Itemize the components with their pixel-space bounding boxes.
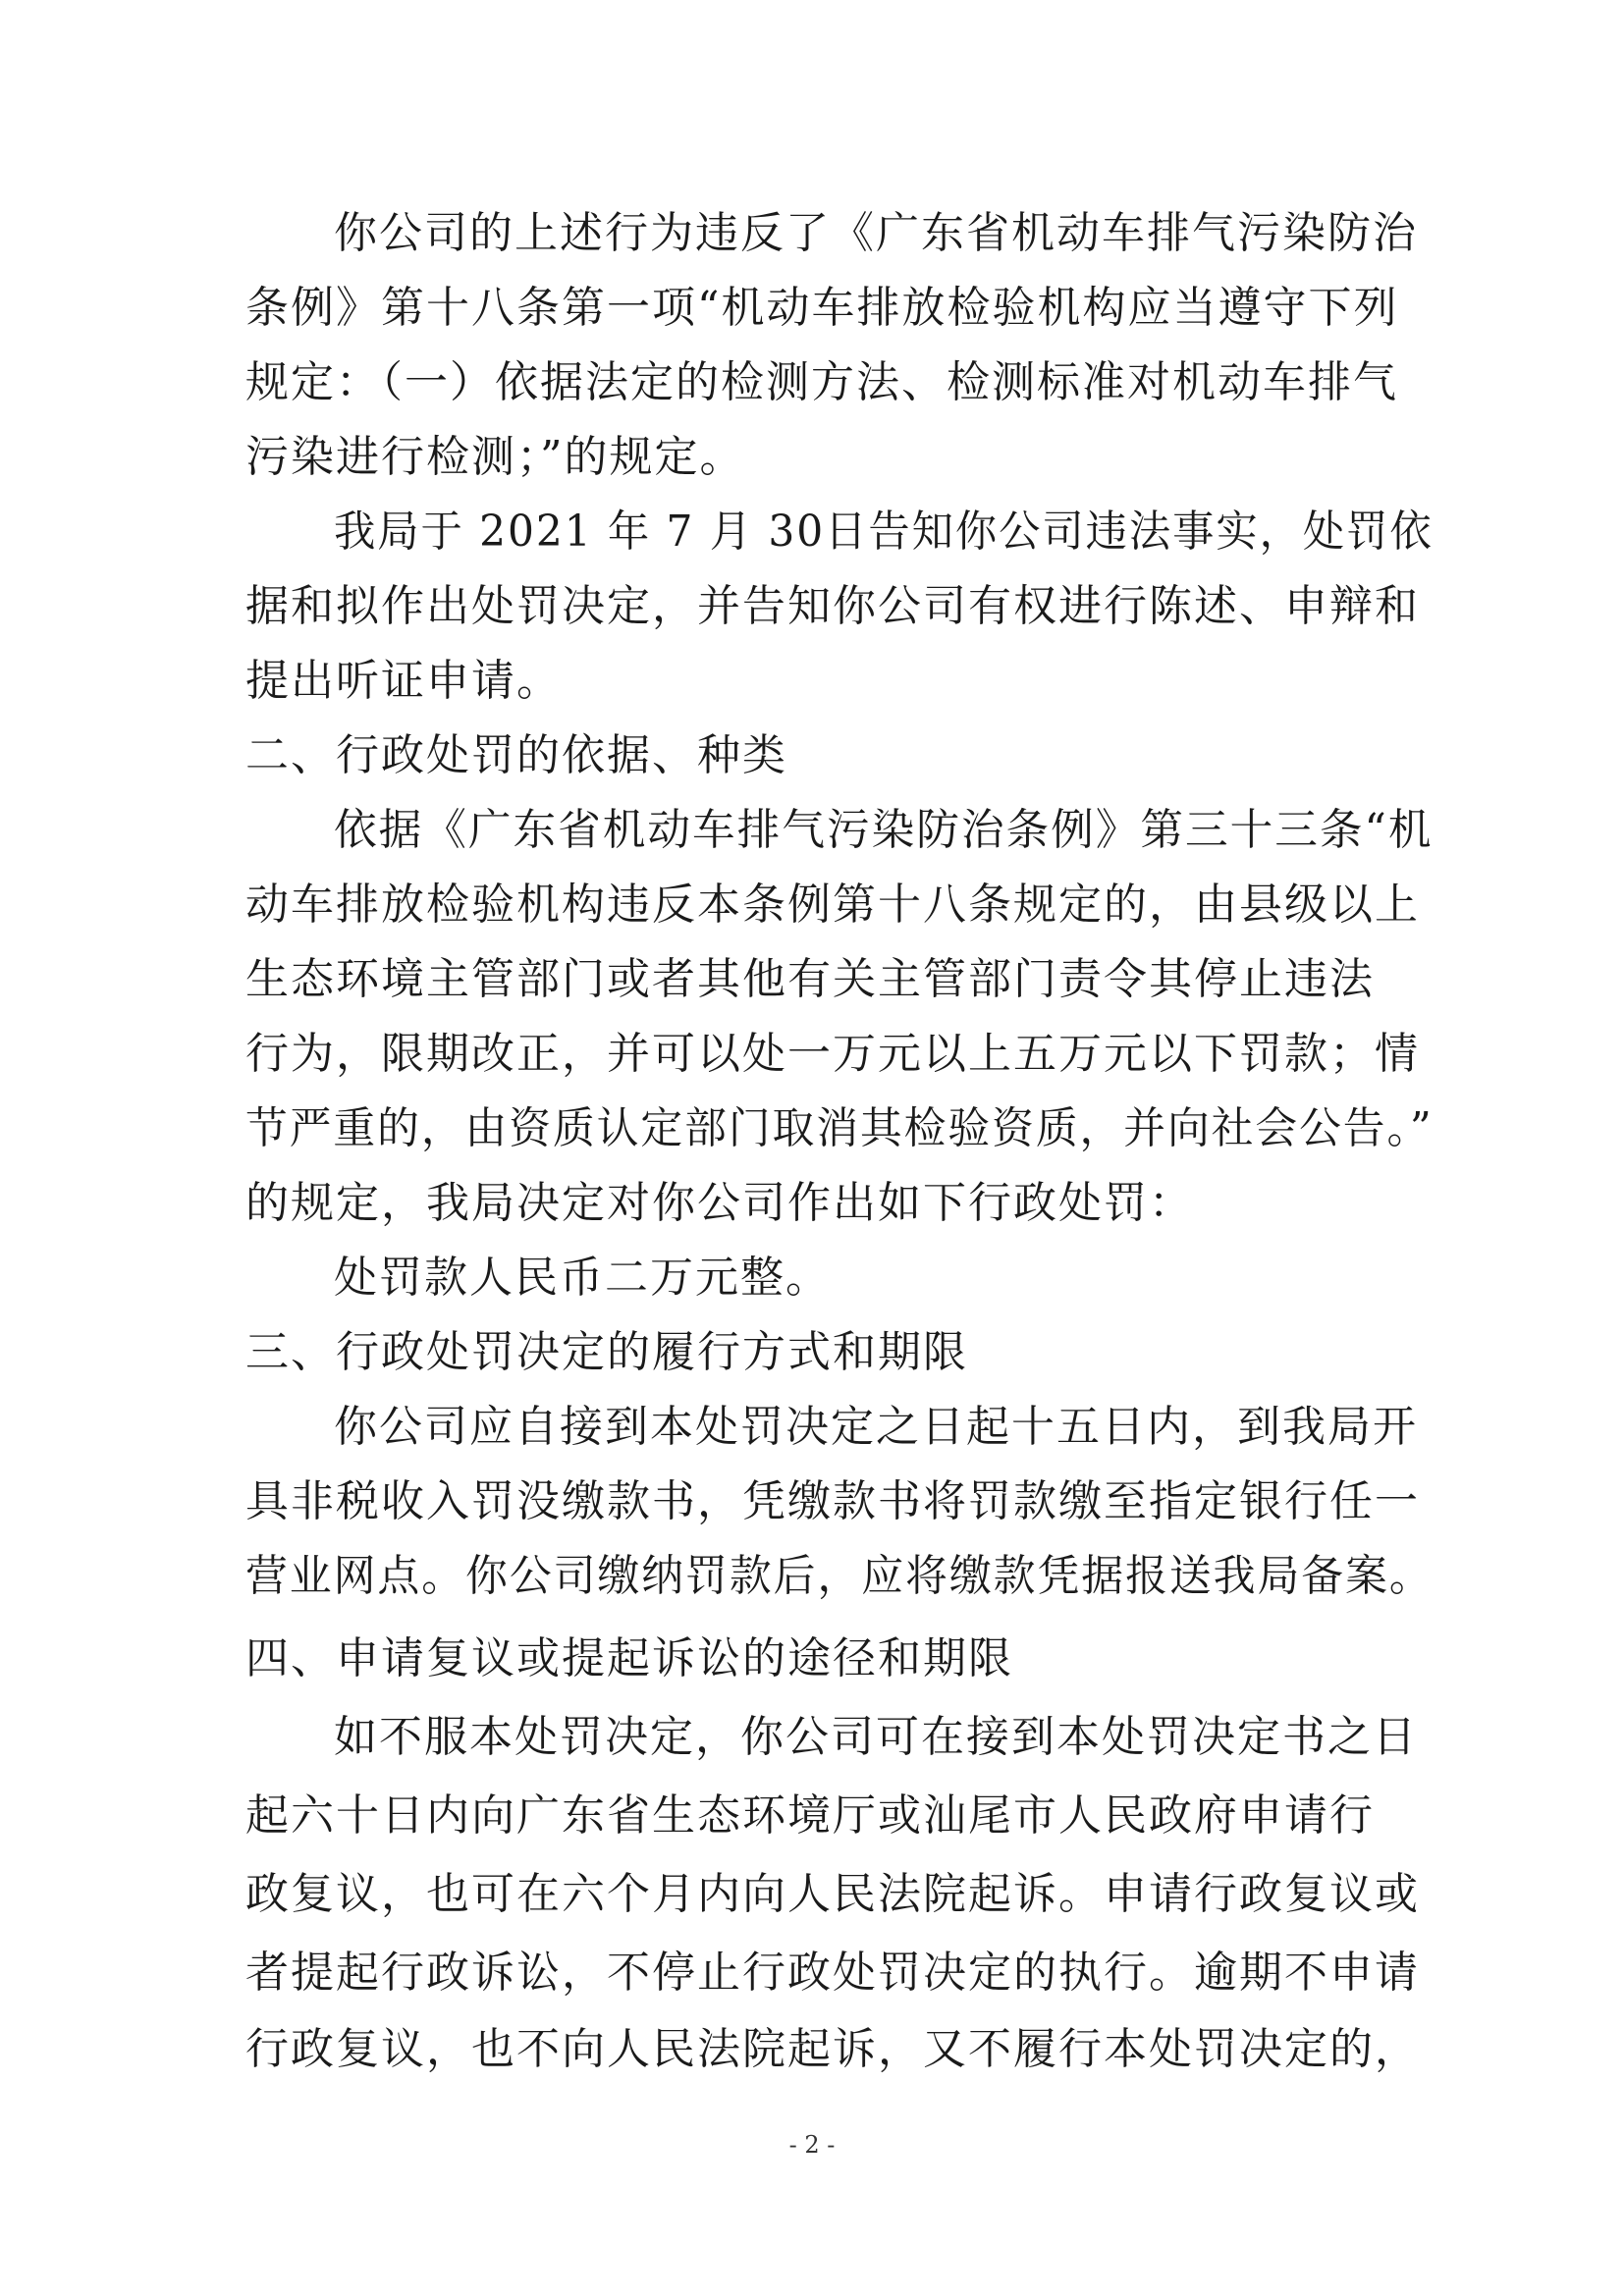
section-heading: 二、行政处罚的依据、种类 bbox=[245, 730, 787, 780]
paragraph-line: 依据《广东省机动车排气污染防治条例》第三十三条“机 bbox=[334, 805, 1434, 855]
paragraph-line: 者提起行政诉讼，不停止行政处罚决定的执行。逾期不申请 bbox=[245, 1948, 1420, 1998]
page-number: - 2 - bbox=[788, 2131, 836, 2159]
paragraph-line: 生态环境主管部门或者其他有关主管部门责令其停止违法 bbox=[245, 954, 1375, 1004]
paragraph-line: 规定：（一）依据法定的检测方法、检测标准对机动车排气 bbox=[245, 357, 1398, 407]
paragraph-line: 污染进行检测；”的规定。 bbox=[245, 432, 745, 482]
paragraph-line: 行政复议，也不向人民法院起诉，又不履行本处罚决定的， bbox=[245, 2024, 1420, 2074]
paragraph-line: 我局于 2021 年 7 月 30日告知你公司违法事实，处罚依 bbox=[334, 507, 1434, 557]
paragraph-line: 提出听证申请。 bbox=[245, 656, 562, 706]
paragraph-line: 你公司的上述行为违反了《广东省机动车排气污染防治 bbox=[334, 208, 1418, 258]
paragraph-line: 动车排放检验机构违反本条例第十八条规定的，由县级以上 bbox=[245, 880, 1420, 930]
paragraph-line: 你公司应自接到本处罚决定之日起十五日内，到我局开 bbox=[334, 1402, 1418, 1452]
paragraph-line: 政复议，也可在六个月内向人民法院起诉。申请行政复议或 bbox=[245, 1869, 1420, 1919]
paragraph-line: 节严重的，由资质认定部门取消其检验资质，并向社会公告。” bbox=[245, 1103, 1434, 1153]
section-heading: 三、行政处罚决定的履行方式和期限 bbox=[245, 1327, 968, 1377]
paragraph-line: 营业网点。你公司缴纳罚款后，应将缴款凭据报送我局备案。 bbox=[245, 1551, 1434, 1601]
paragraph-line: 条例》第十八条第一项“机动车排放检验机构应当遵守下列 bbox=[245, 283, 1399, 333]
section-heading: 四、申请复议或提起诉讼的途径和期限 bbox=[245, 1633, 1013, 1683]
paragraph-line: 具非税收入罚没缴款书，凭缴款书将罚款缴至指定银行任一 bbox=[245, 1476, 1420, 1526]
paragraph-line: 据和拟作出处罚决定，并告知你公司有权进行陈述、申辩和 bbox=[245, 581, 1420, 631]
paragraph-line: 起六十日内向广东省生态环境厅或汕尾市人民政府申请行 bbox=[245, 1790, 1375, 1841]
paragraph-line: 处罚款人民币二万元整。 bbox=[334, 1253, 831, 1303]
paragraph-line: 行为，限期改正，并可以处一万元以上五万元以下罚款；情 bbox=[245, 1029, 1420, 1079]
paragraph-line: 的规定，我局决定对你公司作出如下行政处罚： bbox=[245, 1178, 1194, 1228]
paragraph-line: 如不服本处罚决定，你公司可在接到本处罚决定书之日 bbox=[334, 1712, 1418, 1762]
